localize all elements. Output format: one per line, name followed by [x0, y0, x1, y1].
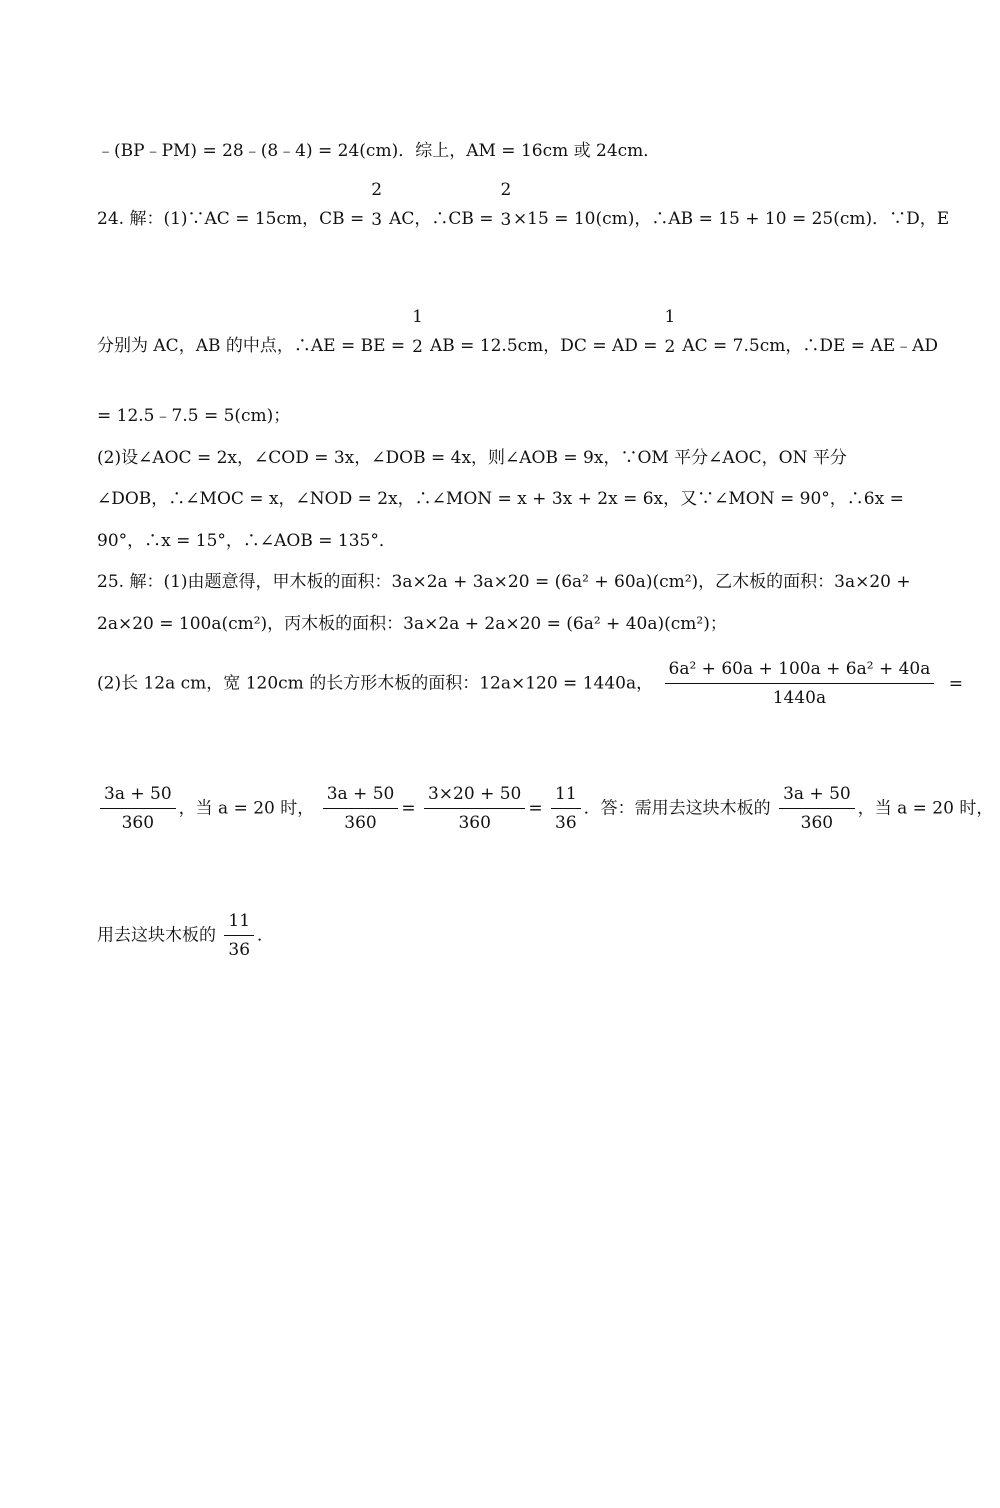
- text: AC = 7.5cm，∴DE = AE﹣AD: [676, 336, 939, 356]
- text: =: [401, 798, 416, 819]
- text: (2)设∠AOC = 2x，∠COD = 3x，∠DOB = 4x，则∠AOB = 9x，∵OM 平分∠AOC，ON 平分: [97, 448, 847, 468]
- fraction: 2 3: [371, 179, 383, 230]
- text: 24. 解：(1)∵AC = 15cm，CB =: [97, 209, 370, 229]
- text: = 12.5﹣7.5 = 5(cm)；: [97, 406, 291, 426]
- fraction: $\frac{3a + 50}{360}$: [323, 780, 399, 837]
- text: ×15 = 10(cm)，∴AB = 15 + 10 = 25(cm)．∵D，E: [512, 209, 950, 229]
- text-line: [97, 655, 964, 711]
- text: =: [528, 798, 543, 819]
- fraction: $\frac{\text{6a² + 60a + 100a + 6a² + 40a}}{1440a}$: [665, 655, 935, 712]
- text-line: [97, 488, 910, 510]
- text: ．: [257, 925, 275, 946]
- text: 用去这块木板的: [97, 925, 216, 946]
- text-line: [97, 306, 939, 358]
- text-line: [97, 530, 910, 552]
- text: AC，∴CB =: [383, 209, 499, 229]
- text-line: [97, 179, 950, 231]
- text-line: [97, 571, 910, 593]
- text: =: [948, 673, 964, 694]
- fraction: $\frac{3\times 20 + 50}{360}$: [424, 780, 525, 837]
- text-line: [97, 447, 910, 469]
- fraction: $\frac{11}{36}$: [224, 907, 254, 964]
- text: ．答：需用去这块木板的: [583, 798, 771, 819]
- text: 90°，∴x = 15°，∴∠AOB = 135°．: [97, 531, 396, 551]
- text: ﹣(BP﹣PM) = 28﹣(8﹣4) = 24(cm)．综上，AM = 16cm 或 24cm．: [97, 141, 661, 161]
- text: 25. 解：(1)由题意得，甲木板的面积：3a×2a + 3a×20 = (6a² + 60a)(cm²)，乙木板的面积：3a×20 +: [97, 572, 911, 592]
- text: (2)长 12a cm，宽 120cm 的长方形木板的面积：12a×120 = 1440a，: [97, 673, 654, 694]
- fraction: $\frac{11}{36}$: [551, 780, 581, 837]
- fraction: 1 2: [664, 306, 676, 357]
- text: ，当 a = 20 时，: [178, 798, 315, 819]
- text-line: [97, 780, 994, 836]
- text: 分别为 AC，AB 的中点，∴AE = BE =: [97, 336, 411, 356]
- text: ∠DOB，∴∠MOC = x，∠NOD = 2x，∴∠MON = x + 3x + 2x = 6x，又∵∠MON = 90°，∴6x =: [97, 489, 904, 509]
- text: ，当 a = 20 时，: [857, 798, 994, 819]
- text: 2a×20 = 100a(cm²)，丙木板的面积：3a×2a + 2a×20 = (6a² + 40a)(cm²)；: [97, 614, 727, 634]
- fraction: 1 2: [412, 306, 423, 357]
- text-line: [97, 907, 910, 963]
- fraction: $\frac{3a + 50}{360}$: [100, 780, 176, 837]
- text-line: [97, 405, 910, 427]
- fraction: 2 3: [500, 179, 512, 230]
- text-line: [97, 140, 910, 162]
- text-line: [97, 613, 910, 635]
- text: AB = 12.5cm，DC = AD =: [424, 336, 663, 356]
- fraction: $\frac{3a + 50}{360}$: [779, 780, 855, 837]
